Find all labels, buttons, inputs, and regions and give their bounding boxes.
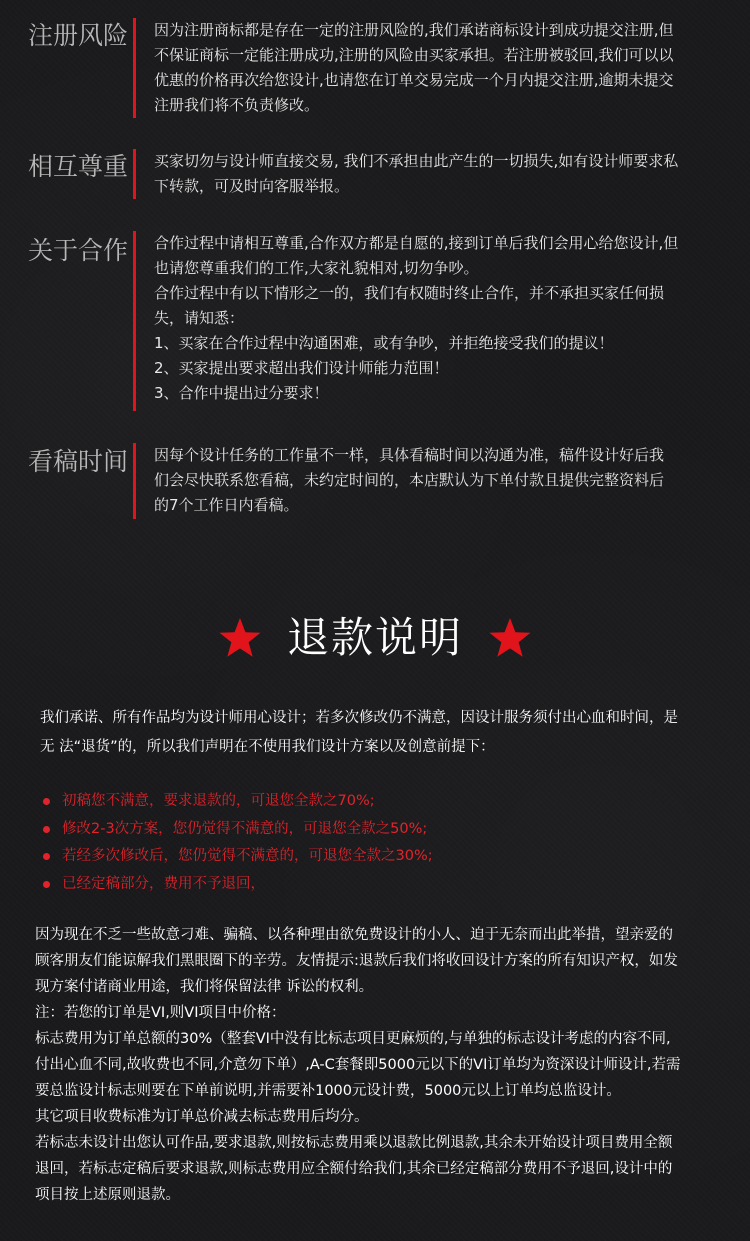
section-line: 下转款，可及时向客服举报。 <box>154 177 350 195</box>
section-divider <box>133 149 136 199</box>
section-title: 关于合作 <box>28 236 129 265</box>
section-line: 合作过程中有以下情形之一的，我们有权随时终止合作，并不承担买家任何损 <box>154 284 665 302</box>
section-line: 因每个设计任务的工作量不一样，具体看稿时间以沟通为准，稿件设计好后我 <box>154 446 665 464</box>
note-line: 付出心血不同,故收费也不同,介意勿下单）,A-C套餐即5000元以下的VI订单均为资深设计师设计,若需 <box>35 1057 681 1073</box>
refund-title: 退款说明 <box>286 613 463 662</box>
refund-term: 若经多次修改后，您仍觉得不满意的，可退您全款之30%; <box>62 848 433 864</box>
dot-icon <box>43 881 50 888</box>
section-line: 也请您尊重我们的工作,大家礼貌相对,切勿争吵。 <box>154 259 479 277</box>
note-line: 要总监设计标志则要在下单前说明,并需要补1000元设计费，5000元以上订单均总监设计。 <box>35 1083 621 1099</box>
section-body <box>154 231 724 406</box>
note-line: 若标志未设计出您认可作品,要求退款,则按标志费用乘以退款比例退款,其余未开始设计项目费用全额 <box>35 1135 673 1151</box>
list-item <box>40 788 720 816</box>
intro-line: 我们承诺、所有作品均为设计师用心设计；若多次修改仍不满意，因设计服务须付出心血和时间，是 <box>40 710 678 726</box>
section-divider <box>133 18 136 118</box>
refund-term: 修改2-3次方案，您仍觉得不满意的，可退您全款之50%; <box>62 820 428 837</box>
dot-icon <box>43 826 50 833</box>
refund-heading <box>0 610 750 670</box>
section-line: 的7个工作日内看稿。 <box>154 496 299 514</box>
section-divider <box>133 443 136 519</box>
list-item <box>40 843 720 871</box>
refund-intro <box>40 704 720 762</box>
refund-notes <box>35 922 725 1208</box>
note-line: 因为现在不乏一些故意刁难、骗稿、以各种理由欲免费设计的小人、迫于无奈而出此举措，望亲爱的 <box>35 927 673 943</box>
list-item <box>40 816 720 844</box>
section-line: 合作过程中请相互尊重,合作双方都是自愿的,接到订单后我们会用心给您设计,但 <box>154 234 679 252</box>
section-line: 优惠的价格再次给您设计,也请您在订单交易完成一个月内提交注册,逾期未提交 <box>154 71 674 89</box>
list-item <box>40 871 720 899</box>
section-divider <box>133 231 136 411</box>
star-icon <box>488 616 532 660</box>
section-title: 相互尊重 <box>28 152 129 181</box>
refund-term: 初稿您不满意，要求退款的，可退您全款之70%; <box>62 793 375 809</box>
section-mutual-respect <box>0 149 750 199</box>
section-review-time <box>0 443 750 519</box>
section-body <box>154 18 724 118</box>
section-line: 3、合作中提出过分要求！ <box>154 384 329 402</box>
note-line: 注：若您的订单是VI,则VI项目中价格： <box>35 1005 286 1021</box>
section-line: 买家切勿与设计师直接交易, 我们不承担由此产生的一切损失,如有设计师要求私 <box>154 152 679 170</box>
note-line: 退回，若标志定稿后要求退款,则标志费用应全额付给我们,其余已经定稿部分费用不予退回,设计中的 <box>35 1161 673 1177</box>
refund-terms-list <box>40 788 720 898</box>
section-line: 注册我们将不负责修改。 <box>154 96 320 114</box>
section-body <box>154 443 724 518</box>
section-body <box>154 149 724 199</box>
note-line: 顾客朋友们能谅解我们黑眼圈下的辛劳。友情提示:退款后我们将收回设计方案的所有知识产权，如发 <box>35 953 678 969</box>
section-line: 因为注册商标都是存在一定的注册风险的,我们承诺商标设计到成功提交注册,但 <box>154 21 674 39</box>
note-line: 标志费用为订单总额的30%（整套VI中没有比标志项目更麻烦的,与单独的标志设计考虑的内容不同, <box>35 1031 671 1047</box>
refund-term: 已经定稿部分，费用不予退回， <box>62 875 265 892</box>
section-line: 不保证商标一定能注册成功,注册的风险由买家承担。若注册被驳回,我们可以以 <box>154 46 674 64</box>
section-line: 2、买家提出要求超出我们设计师能力范围！ <box>154 359 449 377</box>
note-line: 现方案付诸商业用途，我们将保留法律 诉讼的权利。 <box>35 979 374 995</box>
note-line: 其它项目收费标准为订单总价减去标志费用后均分。 <box>35 1109 369 1125</box>
dot-icon <box>43 798 50 805</box>
section-line: 1、买家在合作过程中沟通困难，或有争吵，并拒绝接受我们的提议！ <box>154 334 614 352</box>
section-line: 们会尽快联系您看稿，未约定时间的，本店默认为下单付款且提供完整资料后 <box>154 471 665 489</box>
dot-icon <box>43 853 50 860</box>
section-line: 失，请知悉： <box>154 309 245 327</box>
section-cooperation <box>0 231 750 411</box>
section-registration-risk <box>0 18 750 118</box>
section-title: 看稿时间 <box>28 447 129 476</box>
section-title: 注册风险 <box>28 21 129 50</box>
intro-line: 无 法“退货”的，所以我们声明在不使用我们设计方案以及创意前提下： <box>40 739 495 755</box>
note-line: 项目按上述原则退款。 <box>35 1187 180 1203</box>
